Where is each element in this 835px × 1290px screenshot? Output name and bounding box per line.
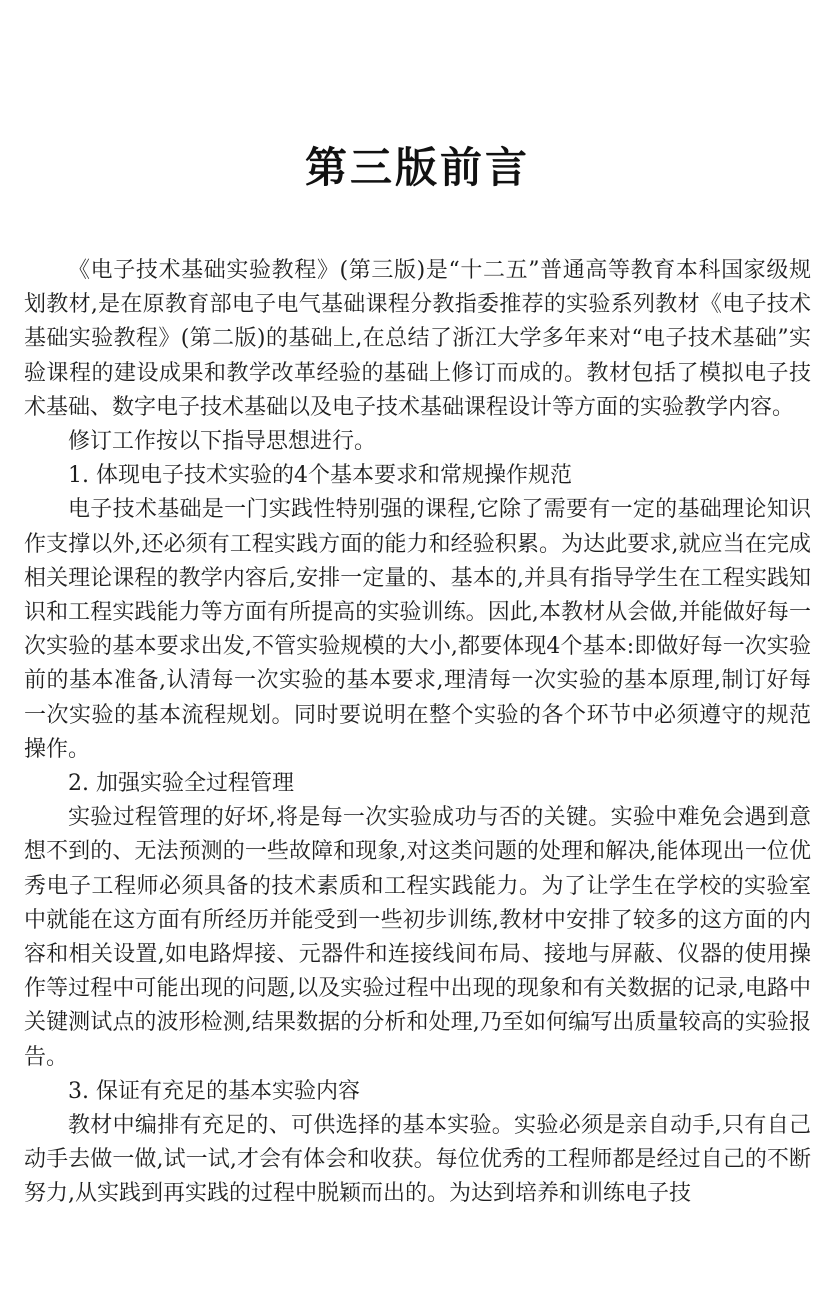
paragraph-section-1: 电子技术基础是一门实践性特别强的课程,它除了需要有一定的基础理论知识作支撑以外,还必须有工程实践方面的能力和经验积累。为达此要求,就应当在完成相关理论课程的教学内容后,安排一定量的、基本的,并具有指导学生在工程实践知识和工程实践能力等方面有所提高的实验训练。因此,本教材从会做,并能做好每一次实验的基本要求出发,不管实验规模的大小,都要体现4个基本:即做好每一次实验前的基本准备,认清每一次实验的基本要求,理清每一次实验的基本原理,制订好每一次实验的基本流程规划。同时要说明在整个实验的各个环节中必须遵守的规范操作。: [24, 497, 811, 762]
paragraph-section-3: 教材中编排有充足的、可供选择的基本实验。实验必须是亲自动手,只有自己动手去做一做,试一试,才会有体会和收获。每位优秀的工程师都是经过自己的不断努力,从实践到再实践的过程中脱颖而出的。为达到培养和训练电子技: [24, 1113, 811, 1207]
section-heading-1: 1. 体现电子技术实验的4个基本要求和常规操作规范: [68, 463, 572, 489]
page-title: 第三版前言: [304, 143, 530, 192]
paragraph-intro: 《电子技术基础实验教程》(第三版)是“十二五”普通高等教育本科国家级规划教材,是在原教育部电子电气基础课程分教指委推荐的实验系列教材《电子技术基础实验教程》(第二版)的基础上,在总结了浙江大学多年来对“电子技术基础”实验课程的建设成果和教学改革经验的基础上修订而成的。教材包括了模拟电子技术基础、数字电子技术基础以及电子技术基础课程设计等方面的实验教学内容。: [24, 258, 811, 420]
section-heading-2: 2. 加强实验全过程管理: [68, 771, 294, 797]
paragraph-revision-guide: 修订工作按以下指导思想进行。: [68, 429, 377, 455]
paragraph-section-2: 实验过程管理的好坏,将是每一次实验成功与否的关键。实验中难免会遇到意想不到的、无法预测的一些故障和现象,对这类问题的处理和解决,能体现出一位优秀电子工程师必须具备的技术素质和工程实践能力。为了让学生在学校的实验室中就能在这方面有所经历并能受到一些初步训练,教材中安排了较多的这方面的内容和相关设置,如电路焊接、元器件和连接线间布局、接地与屏蔽、仪器的使用操作等过程中可能出现的问题,以及实验过程中出现的现象和有关数据的记录,电路中关键测试点的波形检测,结果数据的分析和处理,乃至如何编写出质量较高的实验报告。: [24, 805, 811, 1070]
section-heading-3: 3. 保证有充足的基本实验内容: [68, 1078, 360, 1104]
body-text: [24, 254, 811, 1212]
